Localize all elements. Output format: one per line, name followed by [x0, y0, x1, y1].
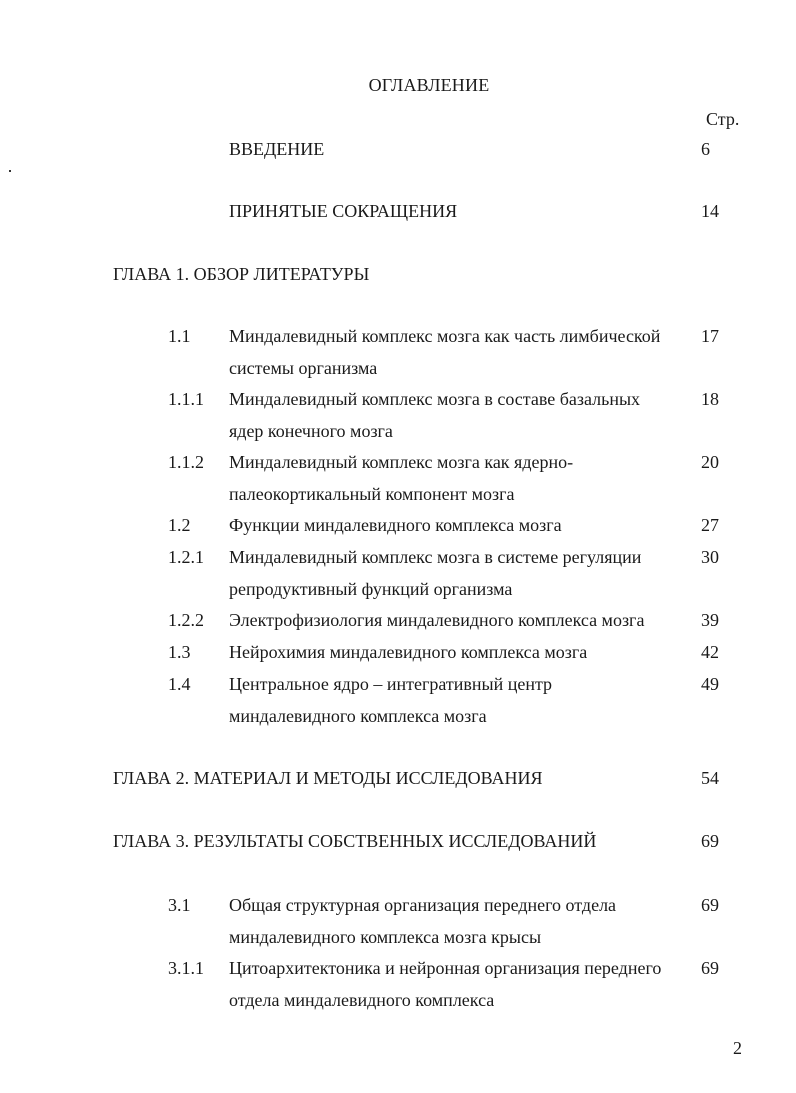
- toc-chapter2-page: 54: [701, 768, 719, 788]
- toc-chapter3-title: ГЛАВА 3. РЕЗУЛЬТАТЫ СОБСТВЕННЫХ ИССЛЕДОВАНИЙ: [113, 831, 597, 851]
- toc-entry-number: 1.3: [168, 642, 191, 662]
- toc-entry-title: Центральное ядро – интегративный центр: [229, 674, 553, 694]
- toc-entry-title-cont: палеокортикальный компонент мозга: [229, 484, 515, 504]
- toc-entry-title: Миндалевидный комплекс мозга в составе базальных: [229, 389, 641, 409]
- toc-entry-number: 3.1: [168, 895, 191, 915]
- toc-entry-title-cont: ядер конечного мозга: [229, 421, 393, 441]
- toc-entry-page: 27: [701, 515, 719, 535]
- toc-entry-title: Электрофизиология миндалевидного комплекса мозга: [229, 610, 645, 630]
- toc-entry-page: 20: [701, 452, 719, 472]
- toc-entry-page: 49: [701, 674, 719, 694]
- toc-entry-number: 1.4: [168, 674, 191, 694]
- toc-entry-title-cont: отдела миндалевидного комплекса: [229, 990, 495, 1010]
- toc-entry-title: Нейрохимия миндалевидного комплекса мозга: [229, 642, 588, 662]
- toc-entry-title: Цитоархитектоника и нейронная организация переднего: [229, 958, 662, 978]
- toc-entry-title: Функции миндалевидного комплекса мозга: [229, 515, 562, 535]
- toc-entry-title-cont: миндалевидного комплекса мозга крысы: [229, 927, 542, 947]
- toc-entry-title: Миндалевидный комплекс мозга в системе регуляции: [229, 547, 642, 567]
- toc-entry-page: 17: [701, 326, 719, 346]
- toc-entry-page: 69: [701, 895, 719, 915]
- toc-entry-page: 30: [701, 547, 719, 567]
- toc-entry-title: Общая структурная организация переднего отдела: [229, 895, 617, 915]
- toc-entry-number: 1.2: [168, 515, 191, 535]
- toc-intro-page: 6: [701, 139, 710, 159]
- toc-entry-title: Миндалевидный комплекс мозга как ядерно-: [229, 452, 574, 472]
- toc-entry-number: 1.1.1: [168, 389, 204, 409]
- page-column-label: Стр.: [706, 109, 740, 129]
- toc-entry-page: 18: [701, 389, 719, 409]
- toc-entry-title: Миндалевидный комплекс мозга как часть лимбической: [229, 326, 661, 346]
- toc-chapter1-title: ГЛАВА 1. ОБЗОР ЛИТЕРАТУРЫ: [113, 264, 370, 284]
- toc-abbrev-title: ПРИНЯТЫЕ СОКРАЩЕНИЯ: [229, 201, 458, 221]
- toc-chapter2-title: ГЛАВА 2. МАТЕРИАЛ И МЕТОДЫ ИССЛЕДОВАНИЯ: [113, 768, 543, 788]
- toc-entry-page: 39: [701, 610, 719, 630]
- toc-intro-title: ВВЕДЕНИЕ: [229, 139, 325, 159]
- toc-entry-title-cont: системы организма: [229, 358, 378, 378]
- scan-speck: [9, 170, 11, 172]
- toc-chapter3-page: 69: [701, 831, 719, 851]
- toc-entry-number: 1.2.2: [168, 610, 204, 630]
- toc-entry-number: 1.1.2: [168, 452, 204, 472]
- toc-abbrev-page: 14: [701, 201, 719, 221]
- toc-entry-number: 3.1.1: [168, 958, 204, 978]
- toc-entry-number: 1.1: [168, 326, 191, 346]
- sheet-number: 2: [733, 1038, 742, 1058]
- toc-entry-title-cont: репродуктивный функций организма: [229, 579, 513, 599]
- toc-title: ОГЛАВЛЕНИЕ: [368, 75, 490, 95]
- toc-entry-number: 1.2.1: [168, 547, 204, 567]
- toc-entry-title-cont: миндалевидного комплекса мозга: [229, 706, 487, 726]
- toc-entry-page: 42: [701, 642, 719, 662]
- toc-entry-page: 69: [701, 958, 719, 978]
